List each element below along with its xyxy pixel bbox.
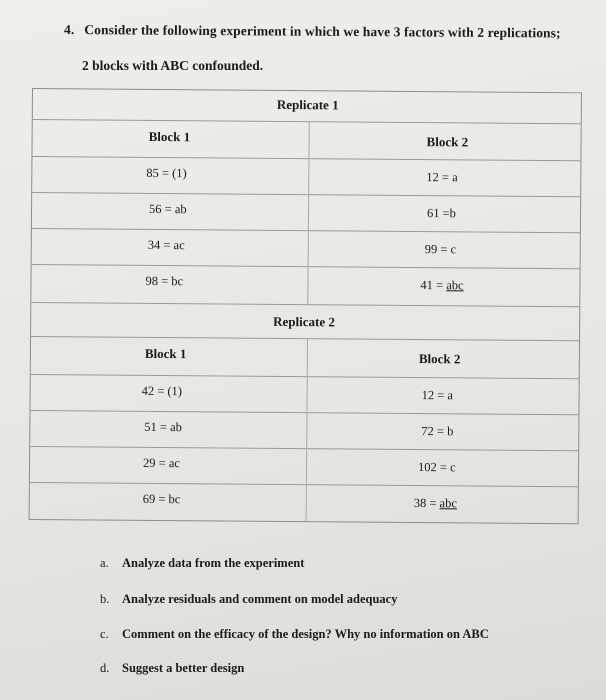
replicate-1-title: Replicate 1 [276,96,339,113]
table-row [30,411,578,451]
rep2-block2-header: Block 2 [418,351,461,367]
sub-question-d: d. Suggest a better design [100,661,245,675]
question-line-2: 2 blocks with ABC confounded. [82,58,264,73]
rep1-block1-cell: 85 = (1) [146,165,187,181]
sub-question-c: c. Comment on the efficacy of the design? Why no information on ABC [100,627,489,641]
table-row [32,193,580,233]
rep2-block1-cell: 51 = ab [144,419,183,435]
rep2-block2-cell: 102 = c [417,460,456,475]
question-number: 4. [63,22,75,38]
rep1-block1-cell: 98 = bc [145,273,184,289]
sub-question-a: a. Analyze data from the experiment [100,556,305,570]
table-row [30,483,578,522]
rep2-block2-cell: 72 = b [421,424,454,439]
rep2-block1-cell: 42 = (1) [141,383,183,399]
rep2-block2-cell: 12 = a [421,388,454,403]
table-row [32,157,580,197]
rep1-block1-cell: 34 = ac [147,237,185,253]
table-row [30,447,578,487]
table-row [31,265,579,307]
rep2-block2-cell: 38 = abc [413,496,457,511]
rep1-block1-header: Block 1 [148,128,191,145]
rep2-block1-header: Block 1 [144,345,187,362]
replicate-2-header-row [31,337,579,379]
rep1-block1-cell: 56 = ab [148,201,187,217]
replicate-1-title-row [33,89,581,124]
question-text-1: Consider the following experiment in which we have 3 factors with 2 replications; [84,22,561,41]
replicate-2-title: Replicate 2 [273,313,335,330]
table-row [32,229,580,269]
rep2-block1-cell: 69 = bc [142,491,181,507]
sub-question-b: b. Analyze residuals and comment on model adequacy [100,592,398,606]
data-table [29,88,582,524]
replicate-2-title-row [31,303,579,341]
rep1-block2-cell: 41 = abc [420,278,464,293]
rep1-block2-cell: 12 = a [426,170,458,185]
table-row [30,375,578,415]
rep1-block2-cell: 61 =b [426,206,457,221]
rep2-block1-cell: 29 = ac [143,455,181,471]
rep1-block2-header: Block 2 [426,134,469,150]
rep1-block2-cell: 99 = c [424,242,457,257]
replicate-1-header-row [32,120,580,161]
question-line-1 [64,22,561,41]
